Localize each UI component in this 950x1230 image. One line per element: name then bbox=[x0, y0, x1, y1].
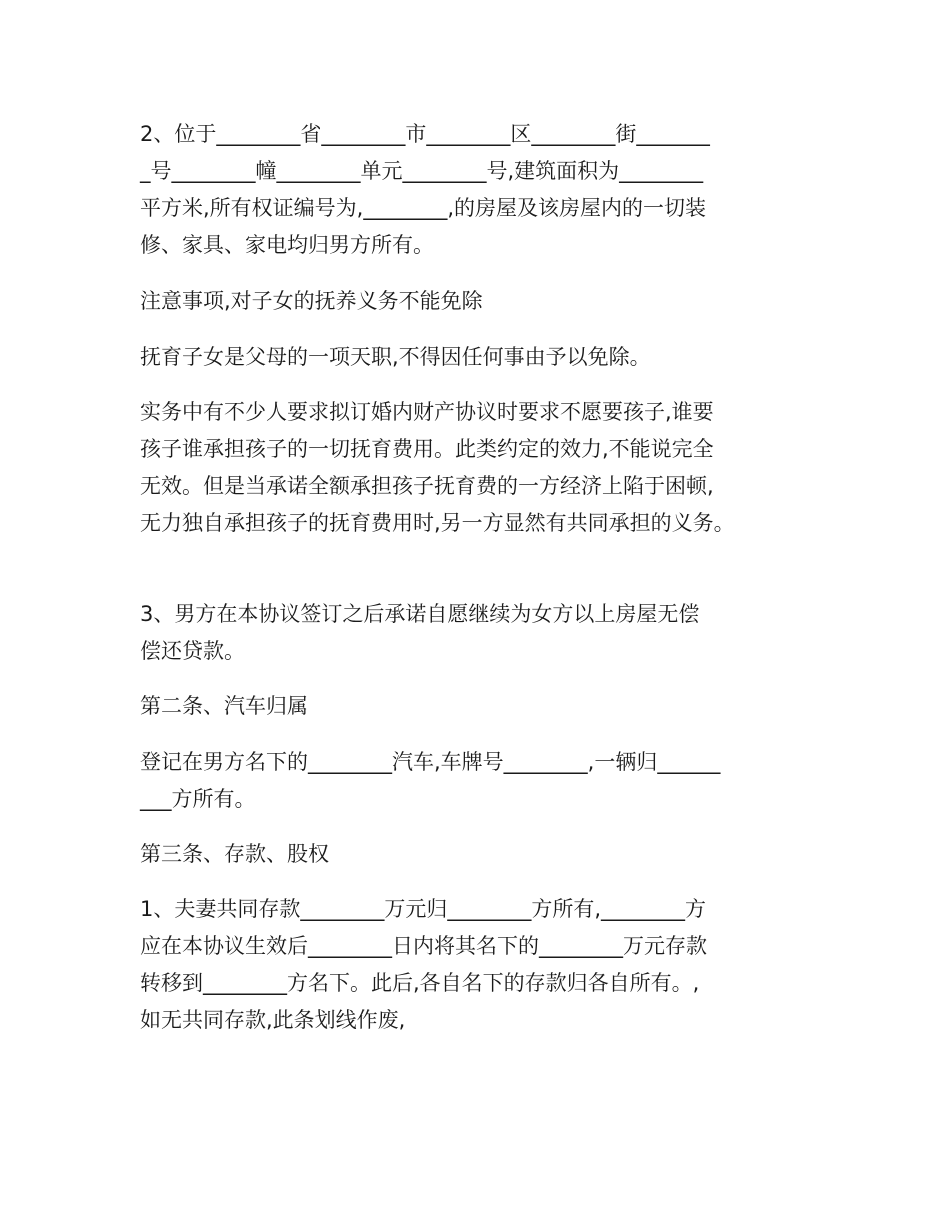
paragraph-note-heading bbox=[140, 283, 830, 320]
paragraph-child-duty bbox=[140, 339, 830, 376]
text-line: 偿还贷款。 bbox=[140, 639, 245, 663]
text-line: 1、夫妻共同存款________万元归________方所有,________方 bbox=[140, 897, 707, 921]
article-two-heading bbox=[140, 688, 830, 725]
text-line: 第二条、汽车归属 bbox=[140, 694, 308, 718]
paragraph-savings bbox=[140, 891, 830, 1039]
text-line: ___方所有。 bbox=[140, 787, 256, 811]
text-line: 第三条、存款、股权 bbox=[140, 842, 329, 866]
text-line: 2、位于________省________市________区________街_______ bbox=[140, 122, 710, 146]
text-line: _号________幢________单元________号,建筑面积为________ bbox=[140, 159, 704, 183]
text-line: 无效。但是当承诺全额承担孩子抚育费的一方经济上陷于困顿, bbox=[140, 474, 714, 498]
paragraph-house-ownership bbox=[140, 116, 830, 264]
text-line: 平方米,所有权证编号为,________,的房屋及该房屋内的一切装 bbox=[140, 196, 707, 220]
text-line: 如无共同存款,此条划线作废, bbox=[140, 1008, 406, 1032]
text-line: 3、男方在本协议签订之后承诺自愿继续为女方以上房屋无偿 bbox=[140, 602, 700, 626]
text-line: 孩子谁承担孩子的一切抚育费用。此类约定的效力,不能说完全 bbox=[140, 437, 714, 461]
paragraph-loan-repayment bbox=[140, 596, 830, 670]
article-three-heading bbox=[140, 836, 830, 873]
text-line: 抚育子女是父母的一项天职,不得因任何事由予以免除。 bbox=[140, 345, 651, 369]
paragraph-practice-note bbox=[140, 394, 830, 542]
text-line: 修、家具、家电均归男方所有。 bbox=[140, 233, 434, 257]
paragraph-car-ownership bbox=[140, 744, 830, 818]
text-line: 实务中有不少人要求拟订婚内财产协议时要求不愿要孩子,谁要 bbox=[140, 400, 714, 424]
text-line: 应在本协议生效后________日内将其名下的________万元存款 bbox=[140, 934, 707, 958]
text-line: 转移到________方名下。此后,各自名下的存款归各自所有。, bbox=[140, 971, 700, 995]
text-line: 登记在男方名下的________汽车,车牌号________,一辆归______ bbox=[140, 750, 721, 774]
text-line: 无力独自承担孩子的抚育费用时,另一方显然有共同承担的义务。 bbox=[140, 511, 735, 535]
text-line: 注意事项,对子女的抚养义务不能免除 bbox=[140, 289, 483, 313]
